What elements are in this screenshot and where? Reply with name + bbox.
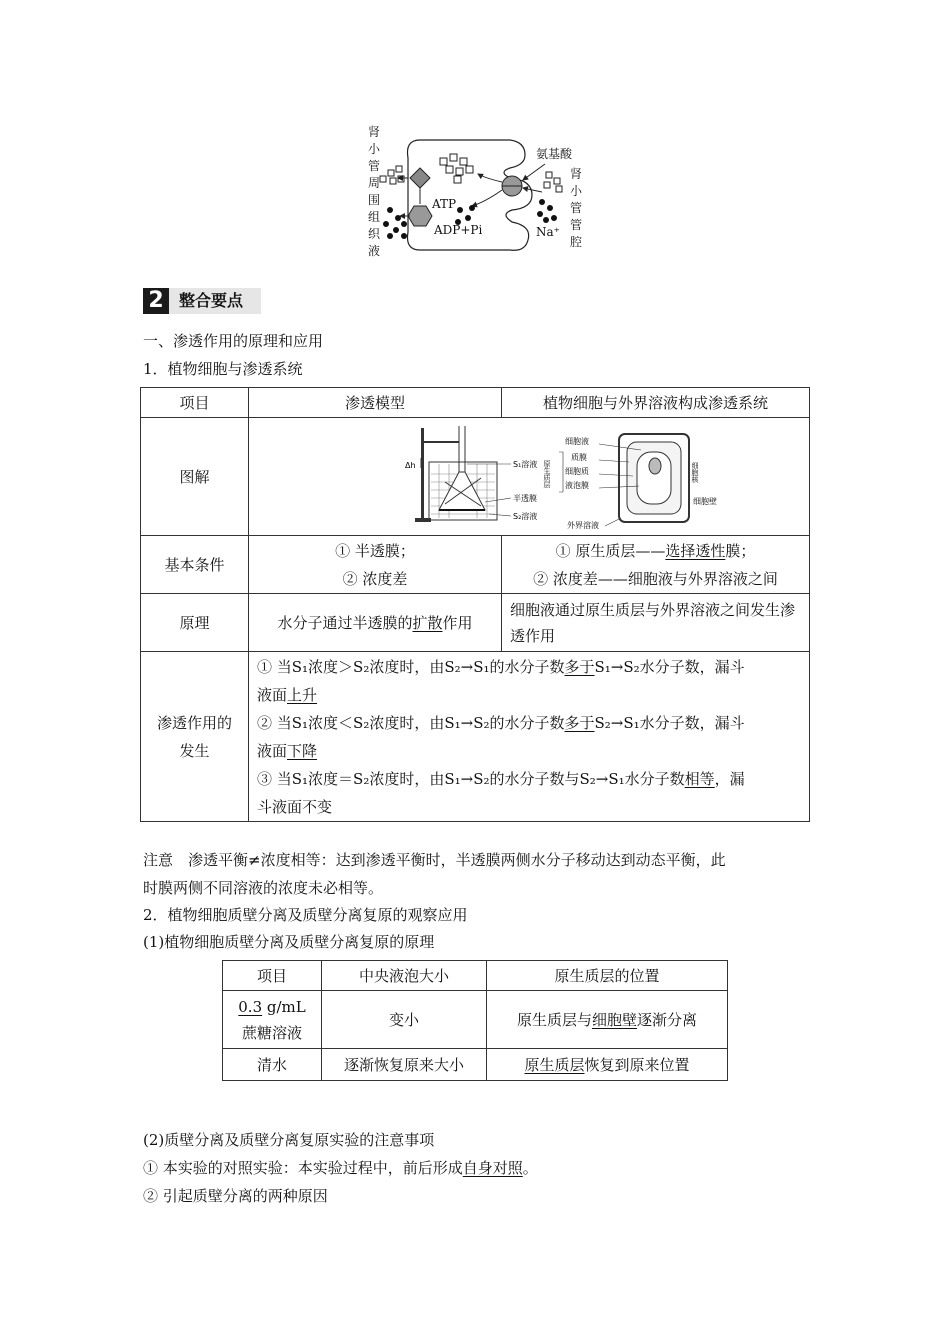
s1-label: S₁溶液 (513, 459, 538, 469)
plasma-membrane-label: 质膜 (571, 452, 587, 462)
sucrose-solution: 蔗糖溶液 (241, 1023, 302, 1042)
svg-text:织: 织 (368, 227, 381, 241)
answer-protoplast: 原生质层 (524, 1056, 585, 1074)
text: 液面 (257, 685, 288, 704)
table-row-condition (141, 536, 810, 594)
svg-text:腔: 腔 (570, 235, 583, 249)
text: ① 当S₁浓度＞S₂浓度时，由S₂→S₁的水分子数 (257, 657, 565, 676)
header-item: 项目 (141, 388, 249, 418)
cell-condition-1 (502, 537, 809, 565)
row-label-sucrose (223, 991, 322, 1049)
text: 原生质层与 (516, 1011, 592, 1029)
header-model: 渗透模型 (249, 388, 502, 418)
sucrose-vacuole: 变小 (322, 991, 487, 1049)
table-row-diagram (141, 418, 810, 536)
osmosis-table (140, 387, 810, 822)
right-vertical-label (570, 166, 583, 249)
plasmolysis-table (222, 960, 728, 1081)
cell-wall-label: 细胞壁 (693, 496, 717, 506)
heading-plant-cell-osmosis: 1．植物细胞与渗透系统 (143, 360, 303, 378)
occur-line-4 (257, 737, 801, 765)
header-cell: 植物细胞与外界溶液构成渗透系统 (502, 388, 810, 418)
row-label-diagram: 图解 (141, 418, 249, 536)
row-label-principle: 原理 (141, 594, 249, 652)
cell-condition-2: ② 浓度差——细胞液与外界溶液之间 (533, 569, 778, 588)
occur-line-2 (257, 681, 801, 709)
svg-text:小: 小 (570, 184, 583, 198)
header-vacuole: 中央液泡大小 (322, 961, 487, 991)
text: 液面 (257, 741, 288, 760)
note-line-1: 注意 渗透平衡≠浓度相等：达到渗透平衡时，半透膜两侧水分子移动达到动态平衡，此 (143, 851, 726, 869)
section-title: 整合要点 (179, 291, 244, 310)
svg-text:肾: 肾 (570, 167, 583, 181)
heading-plasmolysis: 2．植物细胞质壁分离及质壁分离复原的观察应用 (143, 906, 468, 924)
answer: 下降 (287, 741, 318, 760)
osmosis-diagram (249, 422, 809, 532)
row-label-occur-1: 渗透作用的 (156, 713, 232, 732)
model-condition-1: ① 半透膜； (335, 541, 415, 560)
model-principle (249, 594, 502, 652)
answer: 相等 (684, 769, 715, 788)
header-protoplast: 原生质层的位置 (487, 961, 728, 991)
table-row-sucrose (223, 991, 728, 1049)
atp-label: ATP (432, 197, 457, 211)
nucleus-label: 细胞核 (691, 461, 699, 483)
s2-label: S₂溶液 (513, 511, 538, 521)
svg-text:液: 液 (368, 244, 381, 258)
na-dots-right (537, 199, 557, 223)
kidney-tubule-transport-figure (360, 120, 605, 258)
answer: 多于 (564, 657, 595, 676)
text: g/mL (262, 997, 306, 1016)
membrane-label: 半透膜 (513, 493, 537, 503)
note-line-2: 时膜两侧不同溶液的浓度未必相等。 (143, 879, 384, 897)
water-protoplast (487, 1049, 728, 1081)
heading-plasmolysis-principle: (1)植物细胞质壁分离及质壁分离复原的原理 (143, 933, 435, 951)
table-header-row (141, 388, 810, 418)
svg-text:管: 管 (368, 159, 381, 173)
heading-osmosis: 一、渗透作用的原理和应用 (143, 332, 324, 350)
answer: 多于 (564, 713, 595, 732)
cytoplasm-label: 细胞质 (565, 466, 589, 476)
delta-h-label: Δh (405, 460, 416, 470)
text: ① 原生质层—— (555, 541, 666, 560)
svg-text:组: 组 (368, 210, 381, 224)
text: ③ 当S₁浓度＝S₂浓度时，由S₁→S₂的水分子数与S₂→S₁水分子数 (257, 769, 685, 788)
heading-notes: (2)质壁分离及质壁分离复原实验的注意事项 (143, 1131, 435, 1149)
table-row-principle (141, 594, 810, 652)
note-item-2: ② 引起质壁分离的两种原因 (143, 1187, 328, 1205)
svg-text:管: 管 (570, 218, 583, 232)
row-label-condition: 基本条件 (141, 536, 249, 594)
section-number: 2 (143, 288, 169, 314)
svg-text:周: 周 (368, 176, 381, 190)
text: S₂→S₁水分子数，漏斗 (594, 713, 745, 732)
na-label: Na⁺ (536, 225, 560, 239)
na-dots-cell (455, 205, 475, 225)
atp-pump-hexagon (408, 206, 432, 226)
cell-condition (502, 536, 810, 594)
vacuole-membrane-label: 液泡膜 (565, 480, 589, 490)
table-row-occur (141, 652, 810, 822)
na-dots-left (383, 207, 407, 239)
transporter-diamond (410, 168, 430, 188)
sucrose-protoplast (487, 991, 728, 1049)
model-condition-2: ② 浓度差 (342, 569, 408, 588)
header-item: 项目 (223, 961, 322, 991)
text: 。 (522, 1159, 538, 1177)
outer-solution-label: 外界溶液 (567, 520, 599, 530)
protoplast-label: 原生质层 (543, 459, 551, 488)
table-header-row (223, 961, 728, 991)
text: ① 本实验的对照实验：本实验过程中，前后形成 (143, 1159, 463, 1177)
answer-concentration: 0.3 (238, 997, 263, 1016)
occur-line-1 (257, 653, 801, 681)
row-label-occur (141, 652, 249, 822)
row-label-occur-2: 发生 (179, 741, 210, 760)
answer-selective-permeability: 选择透性 (665, 541, 726, 560)
table-row-water (223, 1049, 728, 1081)
amino-acid-squares-cell (440, 154, 473, 183)
amino-acid-squares-left (380, 166, 404, 184)
answer: 上升 (287, 685, 318, 704)
amino-acid-squares-right (544, 172, 562, 192)
answer-diffusion: 扩散 (412, 614, 443, 632)
note-item-1 (143, 1158, 538, 1178)
text: S₁→S₂水分子数，漏斗 (594, 657, 745, 676)
row-label-water: 清水 (223, 1049, 322, 1081)
svg-text:肾: 肾 (368, 125, 381, 139)
cell-sap-label: 细胞液 (565, 436, 589, 446)
svg-text:管: 管 (570, 201, 583, 215)
text: 膜； (725, 541, 756, 560)
text: 逐渐分离 (637, 1011, 698, 1029)
svg-text:小: 小 (368, 142, 381, 156)
answer-self-control: 自身对照 (462, 1159, 523, 1177)
answer-cell-wall: 细胞壁 (591, 1011, 637, 1029)
amino-acid-label: 氨基酸 (536, 147, 573, 161)
water-vacuole: 逐渐恢复原来大小 (322, 1049, 487, 1081)
occur-line-5 (257, 765, 801, 793)
sucrose-concentration (223, 994, 321, 1020)
model-condition (249, 536, 502, 594)
occur-content (249, 652, 810, 822)
occur-line-3 (257, 709, 801, 737)
text: 恢复到原来位置 (584, 1056, 690, 1074)
section-header (143, 288, 261, 314)
text: ② 当S₁浓度＜S₂浓度时，由S₁→S₂的水分子数 (257, 713, 565, 732)
osmosis-diagram-cell (249, 418, 810, 536)
text: ，漏 (714, 769, 745, 788)
adp-label: ADP+Pi (434, 223, 483, 237)
occur-line-6: 斗液面不变 (257, 797, 333, 816)
text: 水分子通过半透膜的 (277, 614, 413, 632)
text: 作用 (442, 614, 473, 632)
svg-text:围: 围 (368, 193, 381, 207)
left-vertical-label (368, 124, 381, 258)
cell-principle: 细胞液通过原生质层与外界溶液之间发生渗透作用 (502, 594, 810, 652)
